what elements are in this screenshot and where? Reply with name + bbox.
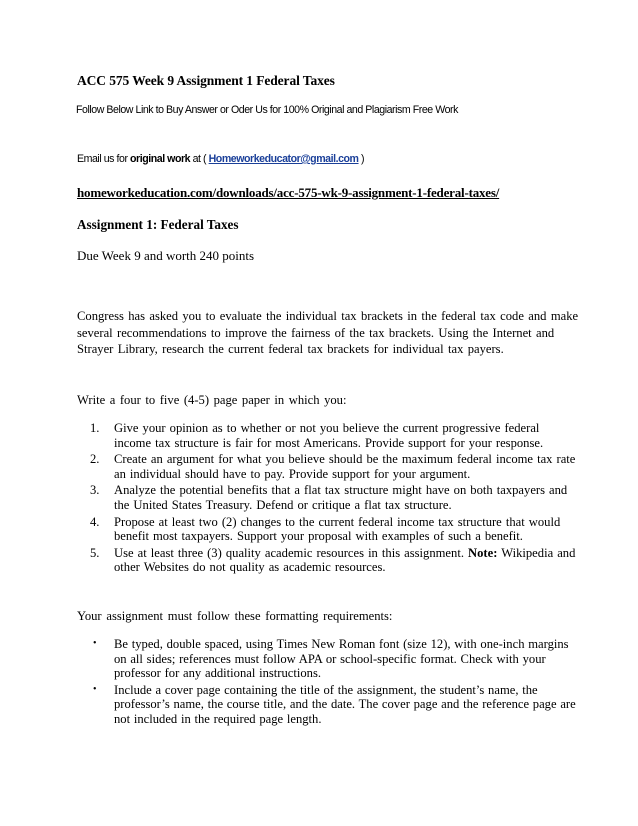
- task-text: Use at least three (3) quality academic resources in this assignment.: [114, 545, 469, 560]
- email-suffix: ): [358, 153, 365, 165]
- task-number: 2.: [90, 452, 100, 467]
- promo-text: Follow Below Link to Buy Answer or Oder Us for 100% Original and Plagiarism Free Work: [76, 104, 458, 116]
- task-list: [77, 421, 575, 577]
- task-line: benefit most taxpayers. Support your proposal with examples of such a benefit.: [114, 529, 523, 544]
- bullet-icon: •: [93, 683, 97, 695]
- assignment-heading: Assignment 1: Federal Taxes: [77, 217, 239, 232]
- paper-prompt: Write a four to five (4-5) page paper in which you:: [77, 393, 347, 407]
- requirement-line: Be typed, double spaced, using Times New Roman font (size 12), with one-inch margins: [114, 637, 569, 651]
- task-line: Propose at least two (2) changes to the current federal income tax structure that would: [114, 514, 561, 529]
- due-line: Due Week 9 and worth 240 points: [77, 248, 255, 263]
- task-line: other Websites do not quality as academic resources.: [114, 560, 386, 575]
- email-middle: at (: [190, 153, 209, 165]
- requirement-line: on all sides; references must follow APA or school-specific format. Check with your: [114, 651, 546, 666]
- task-line: [114, 546, 575, 561]
- task-item: [77, 515, 575, 544]
- task-item: [77, 483, 575, 512]
- task-text: Wikipedia and: [497, 545, 576, 560]
- requirements-list: [77, 637, 576, 729]
- email-bold-text: original work: [130, 153, 191, 165]
- task-item: [77, 421, 575, 450]
- email-prefix: Email us for: [77, 153, 131, 165]
- task-line: the United States Treasury. Defend or critique a flat tax structure.: [114, 497, 452, 512]
- task-line: Analyze the potential benefits that a flat tax structure might have on both taxpayers and: [114, 483, 568, 498]
- intro-paragraph: [77, 308, 578, 358]
- requirement-line: not included in the required page length.: [114, 711, 322, 726]
- document-title: ACC 575 Week 9 Assignment 1 Federal Taxes: [77, 73, 335, 88]
- task-number: 1.: [90, 421, 100, 435]
- task-item: [77, 452, 575, 481]
- task-number: 3.: [90, 483, 100, 498]
- task-line: Give your opinion as to whether or not you believe the current progressive federal: [114, 421, 540, 435]
- task-item: [77, 546, 575, 575]
- requirement-item: [77, 683, 576, 727]
- requirement-line: professor for any additional instructions.: [114, 666, 322, 681]
- task-number: 4.: [90, 514, 100, 529]
- note-label: Note:: [468, 545, 498, 560]
- email-line: [77, 153, 364, 165]
- requirement-item: [77, 637, 576, 681]
- task-line: Create an argument for what you believe should be the maximum federal income tax rate: [114, 452, 576, 467]
- formatting-intro: Your assignment must follow these formatting requirements:: [77, 609, 393, 623]
- intro-line: Congress has asked you to evaluate the individual tax brackets in the federal tax code and make: [77, 309, 579, 323]
- intro-line: several recommendations to improve the fairness of the tax brackets. Using the Internet and: [77, 325, 555, 340]
- task-line: an individual should have to pay. Provide support for your argument.: [114, 466, 471, 481]
- requirement-line: professor’s name, the course title, and the date. The cover page and the reference page are: [114, 697, 576, 712]
- task-line: income tax structure is fair for most Americans. Provide support for your response.: [114, 435, 544, 450]
- bullet-icon: •: [93, 638, 97, 649]
- email-address-link[interactable]: Homeworkeducator@gmail.com: [208, 153, 359, 165]
- intro-line: Strayer Library, research the current federal tax brackets for individual tax payers.: [77, 342, 504, 356]
- download-url-link[interactable]: homeworkeducation.com/downloads/acc-575-wk-9-assignment-1-federal-taxes/: [77, 185, 500, 200]
- requirement-line: Include a cover page containing the title of the assignment, the student’s name, the: [114, 682, 538, 697]
- task-number: 5.: [90, 545, 100, 560]
